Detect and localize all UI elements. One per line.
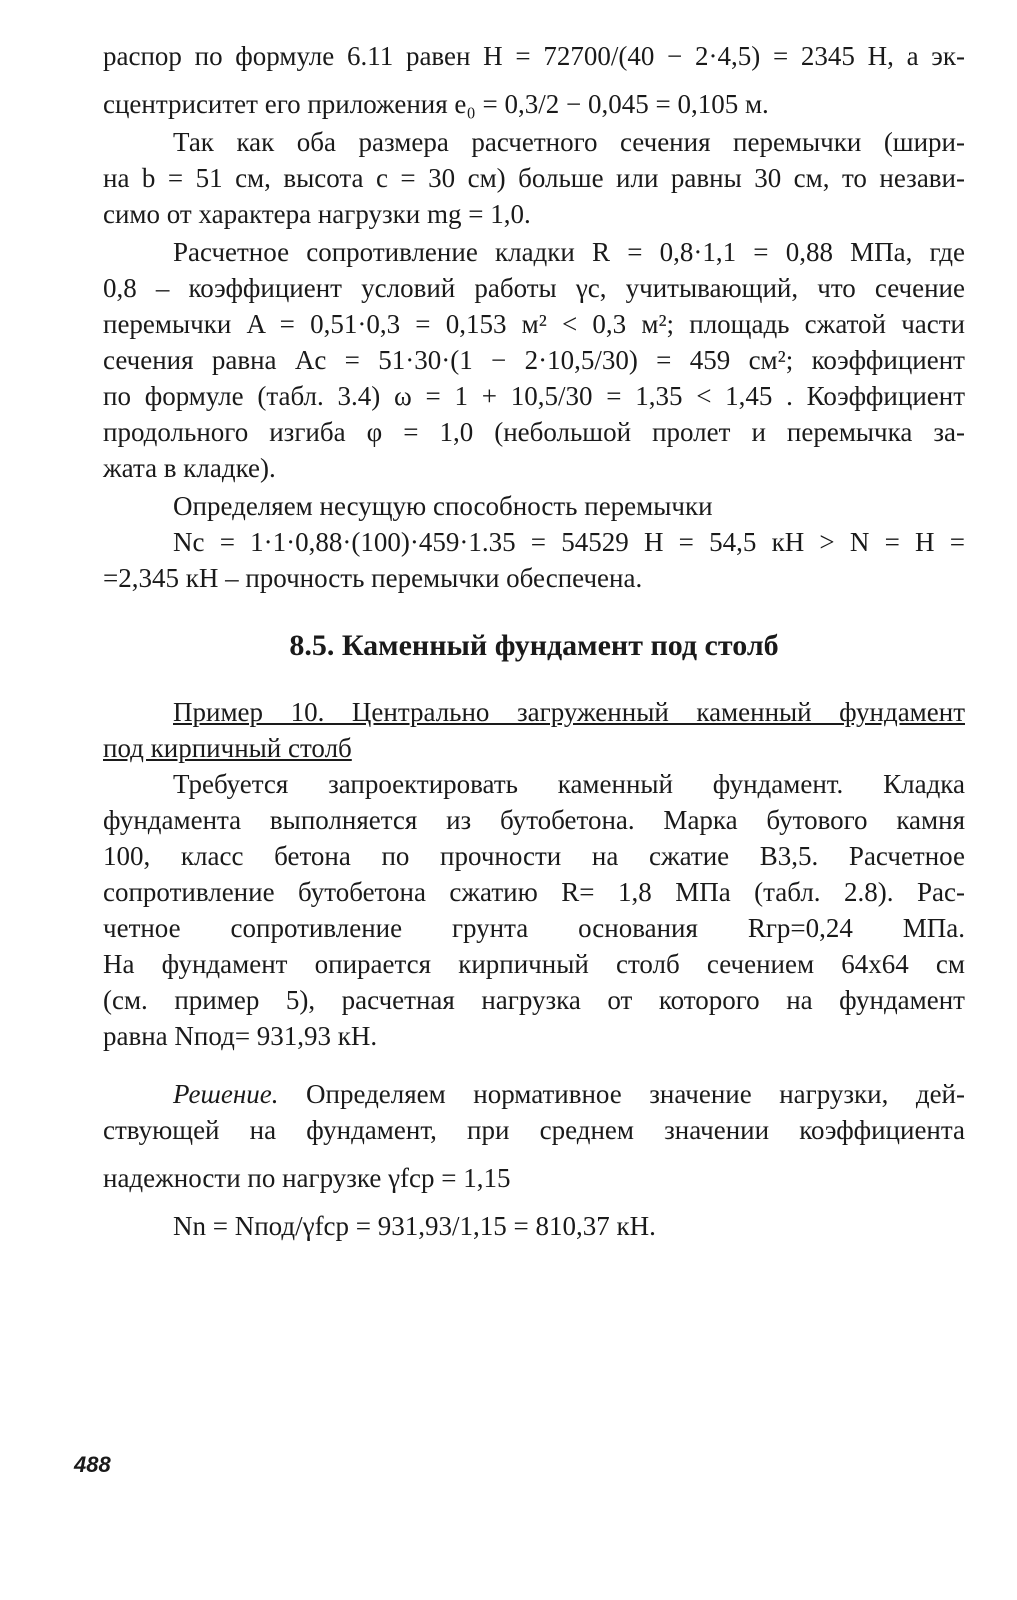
text-line: равна Nпод= 931,93 кН. <box>103 1021 378 1051</box>
page-number: 488 <box>74 1452 111 1477</box>
text-line: продольного изгиба φ = 1,0 (небольшой пролет и перемычка за- <box>103 417 965 447</box>
example-title: под кирпичный столб <box>103 733 352 763</box>
text-line: Так как оба размера расчетного сечения перемычки (шири- <box>173 127 965 157</box>
text-line: =2,345 кН – прочность перемычки обеспечена. <box>103 563 643 593</box>
paragraph-section-size <box>103 124 965 232</box>
example-title: Пример 10. Центрально загруженный каменный фундамент <box>173 697 965 727</box>
section-heading: 8.5. Каменный фундамент под столб <box>289 629 779 662</box>
paragraph-capacity <box>103 488 965 596</box>
formula: Nn = Nпод/γfср = 931,93/1,15 = 810,37 кН. <box>173 1211 656 1241</box>
text-line: Расчетное сопротивление кладки R = 0,8·1,1 = 0,88 МПа, где <box>173 237 965 267</box>
text-line: надежности по нагрузке γfср = 1,15 <box>103 1163 511 1193</box>
text-line: Nc = 1·1·0,88·(100)·459·1.35 = 54529 Н = 54,5 кН > N = Н = <box>173 527 965 557</box>
text-line: ствующей на фундамент, при среднем значении коэффициента <box>103 1115 965 1145</box>
text-line: (см. пример 5), расчетная нагрузка от которого на фундамент <box>103 985 965 1015</box>
paragraph-thrust <box>103 38 965 122</box>
solution-label: Решение. <box>173 1079 279 1109</box>
page-content <box>103 38 965 1244</box>
solution-block <box>103 1076 965 1244</box>
text-line: сцентриситет его приложения e₀ = 0,3/2 − 0,045 = 0,105 м. <box>103 89 769 119</box>
text-line: 100, класс бетона по прочности на сжатие В3,5. Расчетное <box>103 841 965 871</box>
paragraph-resistance <box>103 234 965 486</box>
text-line: сопротивление бутобетона сжатию R= 1,8 МПа (табл. 2.8). Рас- <box>103 877 965 907</box>
text-line: фундамента выполняется из бутобетона. Марка бутового камня <box>103 805 965 835</box>
text-line: перемычки A = 0,51·0,3 = 0,153 м² < 0,3 м²; площадь сжатой части <box>103 309 965 339</box>
text-line: На фундамент опирается кирпичный столб сечением 64х64 см <box>103 949 965 979</box>
example-block <box>103 694 965 1054</box>
text-line: сечения равна Ac = 51·30·(1 − 2·10,5/30) = 459 см²; коэффициент <box>103 345 965 375</box>
solution-text: Определяем нормативное значение нагрузки, дей- <box>278 1079 965 1109</box>
text-line: по формуле (табл. 3.4) ω = 1 + 10,5/30 = 1,35 < 1,45 . Коэффициент <box>103 381 965 411</box>
text-line: распор по формуле 6.11 равен H = 72700/(40 − 2·4,5) = 2345 Н, а эк- <box>103 41 965 71</box>
text-line: жата в кладке). <box>103 453 276 483</box>
text-line: симо от характера нагрузки mg = 1,0. <box>103 199 531 229</box>
text-line: на b = 51 см, высота c = 30 см) больше или равны 30 см, то незави- <box>103 163 965 193</box>
text-line: четное сопротивление грунта основания Rгр=0,24 МПа. <box>103 913 965 943</box>
text-line: Требуется запроектировать каменный фундамент. Кладка <box>173 769 965 799</box>
text-line: Определяем несущую способность перемычки <box>173 491 713 521</box>
text-line <box>103 1076 965 1112</box>
text-line: 0,8 – коэффициент условий работы γc, учитывающий, что сечение <box>103 273 965 303</box>
